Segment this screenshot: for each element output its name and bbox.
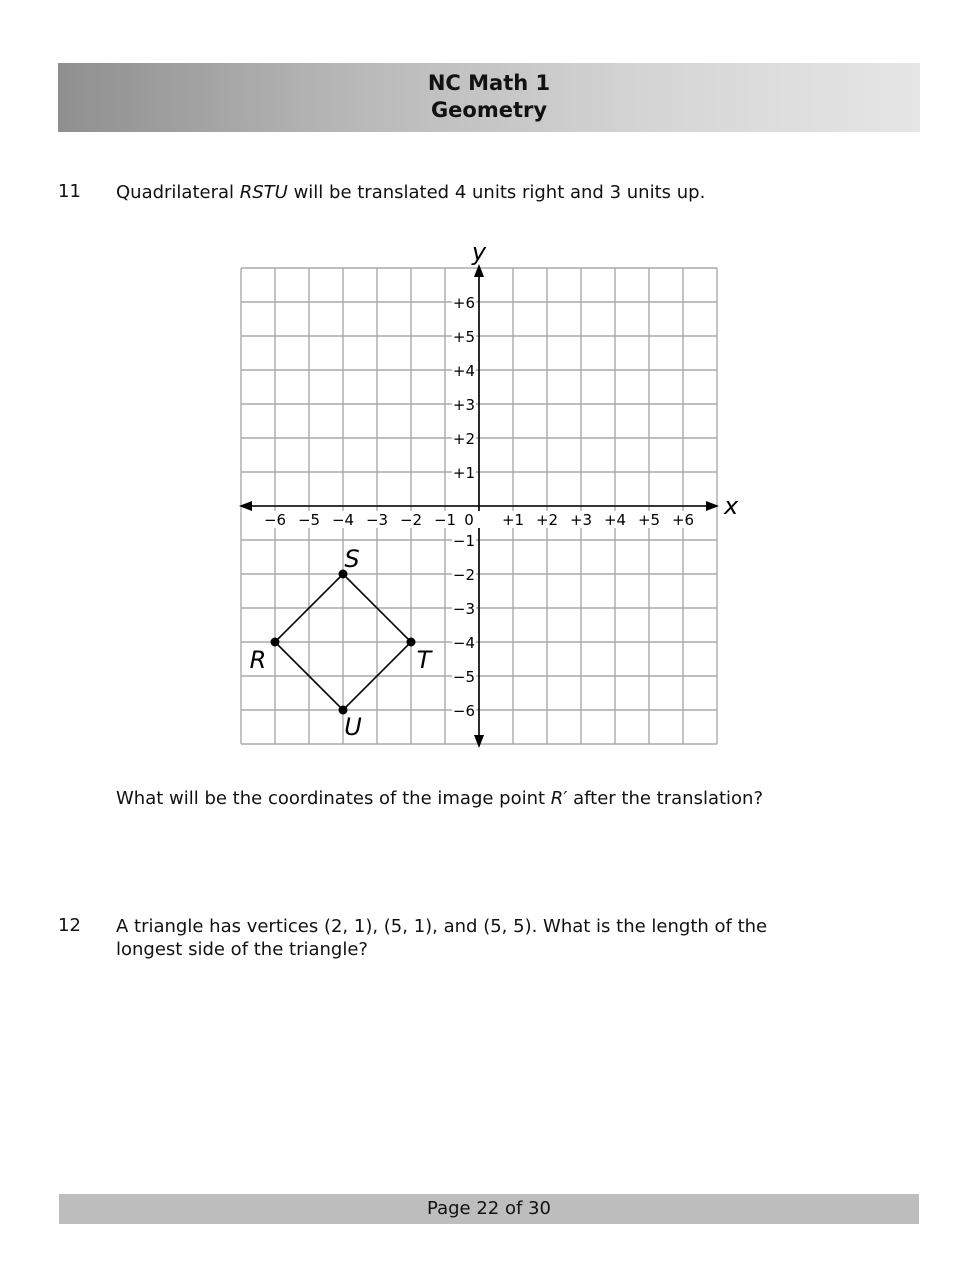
x-tick-label: −2: [399, 511, 423, 529]
quadrilateral-name: RSTU: [239, 182, 288, 203]
image-point-name: R′: [550, 788, 568, 809]
x-tick-label: +1: [501, 511, 525, 529]
y-tick-label: +4: [452, 362, 475, 380]
x-tick-label: +6: [671, 511, 695, 529]
course-subject: Geometry: [430, 98, 548, 122]
y-tick-label: −5: [452, 668, 475, 686]
question-12-line-1: A triangle has vertices (2, 1), (5, 1), and (5, 5). What is the length of the: [116, 916, 768, 937]
x-tick-label: +4: [603, 511, 627, 529]
x-axis-label: x: [724, 492, 739, 520]
x-tick-label: +5: [637, 511, 661, 529]
y-tick-label: +6: [452, 294, 475, 312]
question-11-prompt-a: What will be the coordinates of the image point: [116, 788, 551, 809]
y-tick-label: +5: [452, 328, 475, 346]
y-axis-arrow-down: [474, 735, 484, 748]
vertex-label-t: T: [416, 646, 432, 674]
question-12-line-2: longest side of the triangle?: [116, 939, 368, 960]
x-tick-label: 0: [464, 511, 474, 529]
vertex-label-r: R: [249, 646, 267, 674]
x-tick-label: −1: [433, 511, 457, 529]
question-11-prompt-b: after the translation?: [567, 788, 764, 809]
y-tick-label: −2: [452, 566, 475, 584]
page-footer: Page 22 of 30: [59, 1194, 919, 1224]
question-11-text-b: will be translated 4 units right and 3 units up.: [287, 182, 706, 203]
question-11-number: 11: [58, 181, 81, 202]
vertex-point-r: [271, 638, 280, 647]
x-tick-label: +3: [569, 511, 593, 529]
x-tick-label: −4: [331, 511, 355, 529]
question-11-text: [116, 181, 705, 204]
y-tick-label: +3: [452, 396, 475, 414]
x-tick-label: −6: [263, 511, 287, 529]
vertex-label-s: S: [344, 545, 360, 573]
vertex-point-t: [407, 638, 416, 647]
question-11-prompt: [116, 788, 763, 809]
y-tick-label: −1: [452, 532, 475, 550]
x-tick-label: +2: [535, 511, 559, 529]
course-title: NC Math 1: [427, 71, 551, 95]
question-12-text: [116, 915, 767, 961]
question-11-text-a: Quadrilateral: [116, 182, 240, 203]
coordinate-grid: [230, 236, 740, 756]
y-tick-label: −4: [452, 634, 475, 652]
vertex-label-u: U: [344, 713, 362, 741]
y-tick-label: −6: [452, 702, 475, 720]
y-tick-label: −3: [452, 600, 475, 618]
question-12-number: 12: [58, 915, 81, 936]
x-tick-label: −3: [365, 511, 389, 529]
y-tick-label: +2: [452, 430, 475, 448]
x-tick-label: −5: [297, 511, 321, 529]
y-tick-label: +1: [452, 464, 475, 482]
y-axis-label: y: [471, 238, 487, 266]
document-header: [58, 63, 920, 132]
